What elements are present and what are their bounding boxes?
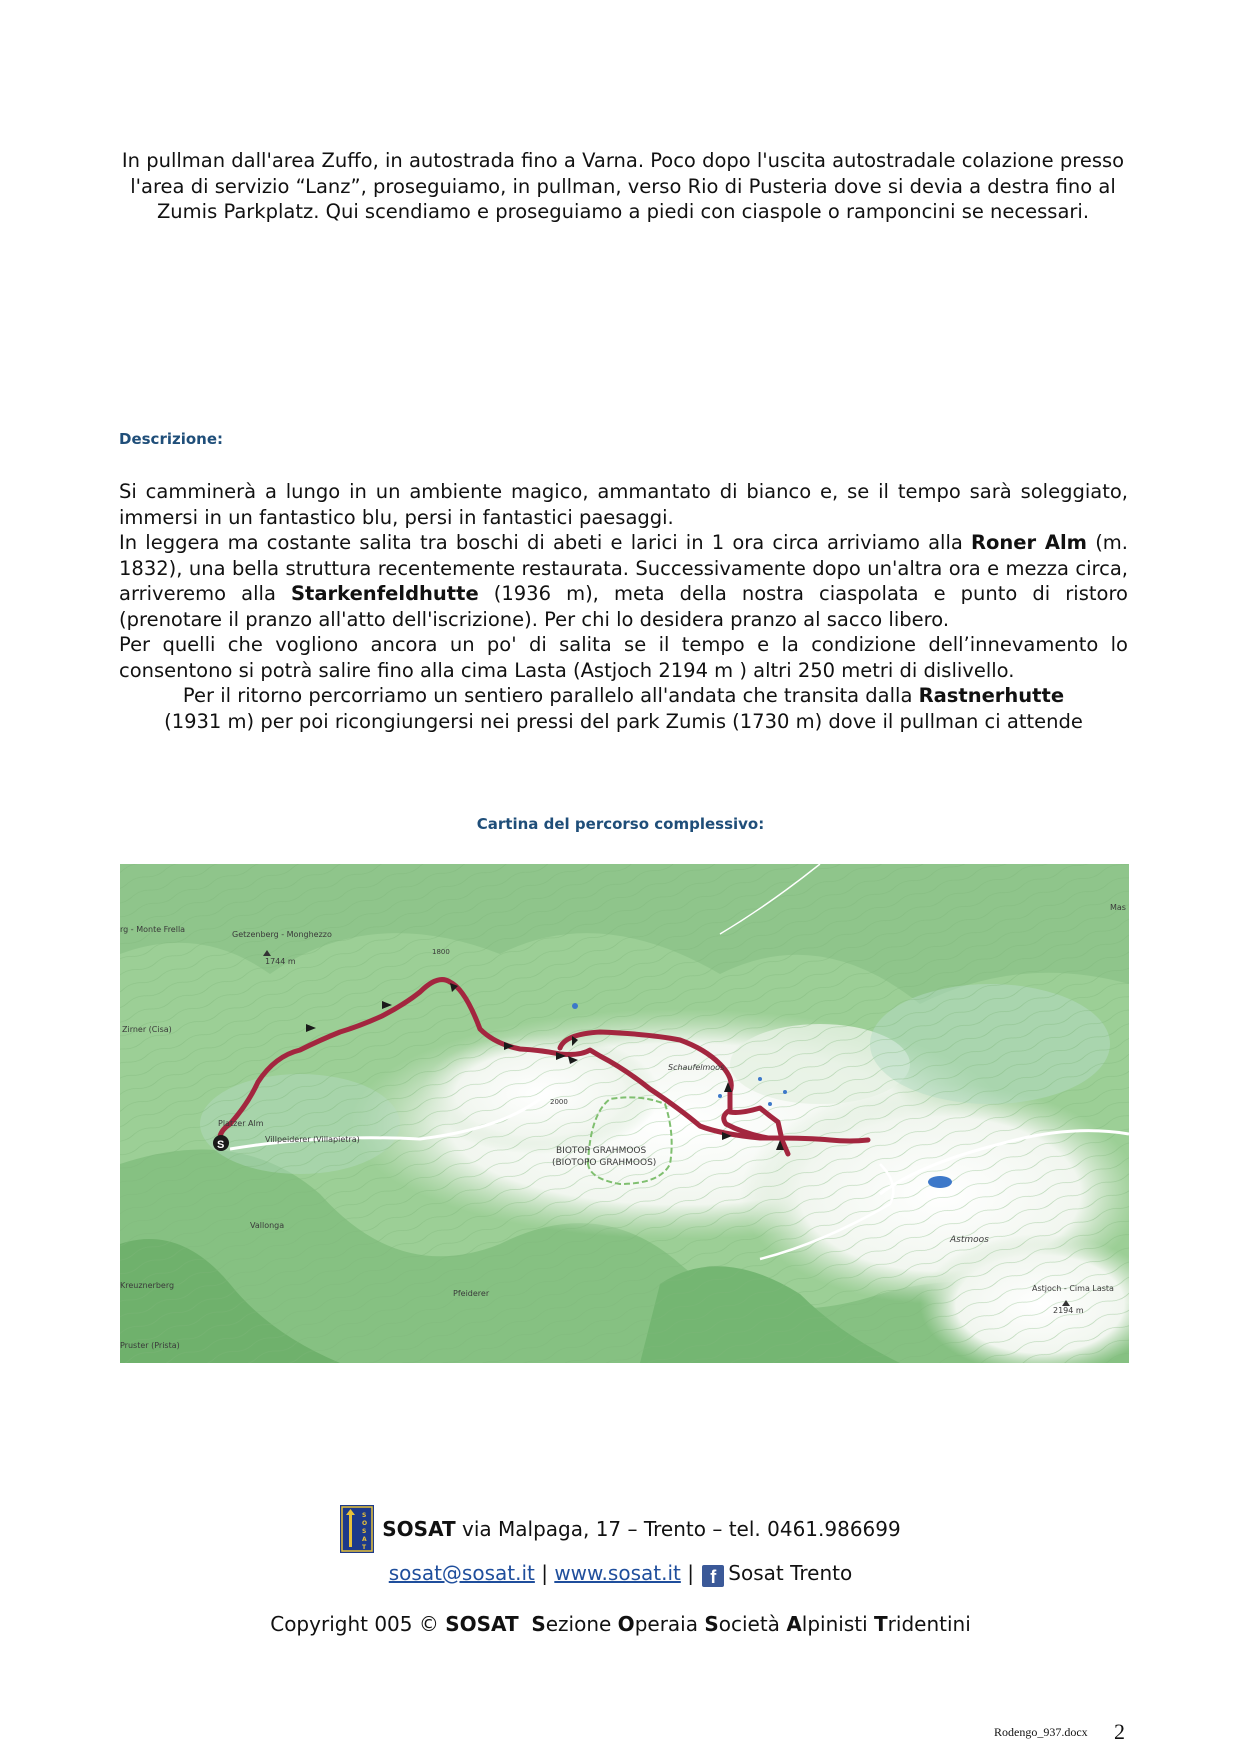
logo-letter-3: S <box>362 1528 367 1535</box>
label-astmoos: Astmoos <box>950 1235 989 1245</box>
website-link[interactable]: www.sosat.it <box>554 1561 681 1585</box>
footer-org: SOSAT <box>382 1517 456 1541</box>
label-kreuznerberg: Kreuznerberg <box>120 1281 175 1290</box>
page-number: 2 <box>1114 1719 1125 1744</box>
label-biotop-1: BIOTOP GRAHMOOS <box>556 1146 647 1156</box>
separator: | <box>680 1561 701 1585</box>
label-getzenberg-alt: 1744 m <box>265 957 296 966</box>
label-vallonga: Vallonga <box>250 1221 285 1230</box>
label-zirner: Zirner (Cisa) <box>122 1025 172 1034</box>
copyright-org: SOSAT <box>445 1612 519 1636</box>
facebook-icon[interactable]: f <box>702 1565 724 1587</box>
label-villpeiderer: Villpeiderer (Villapietra) <box>265 1135 360 1144</box>
label-platzer-alm: Platzer Alm <box>218 1119 264 1128</box>
label-pfeiderer: Pfeiderer <box>453 1289 490 1298</box>
label-getzenberg: Getzenberg - Monghezzo <box>232 930 332 939</box>
separator: | <box>534 1561 555 1585</box>
label-monte-frella: rg - Monte Frella <box>120 925 186 934</box>
description-paragraph-2: In leggera ma costante salita tra boschi di abeti e larici in 1 ora circa arriviamo alla Roner Alm (m. 1832), una bella struttura recentemente restaurata. Successivamente dopo un'altra ora e mezza circa, arriveremo alla Starkenfeldhutte (1936 m), meta della nostra ciaspolata e punto di ristoro (prenotare il pranzo all'atto dell'iscrizione). Per chi lo desidera pranzo al sacco libero. <box>119 531 1128 631</box>
route-map <box>120 864 1129 1363</box>
rastnerhutte-name: Rastnerhutte <box>918 684 1065 707</box>
roner-alm-name: Roner Alm <box>971 531 1088 554</box>
footer-copyright: Copyright 005 © SOSAT Sezione Operaia Società Alpinisti Tridentini <box>270 1612 971 1636</box>
description-body <box>119 479 1128 734</box>
starkenfeldhutte-name: Starkenfeldhutte <box>291 582 479 605</box>
label-biotop-2: (BIOTOPO GRAHMOOS) <box>552 1158 657 1168</box>
logo-letter-1: S <box>362 1512 367 1519</box>
route-map-graphic <box>120 864 1129 1363</box>
label-astjoch-alt: 2194 m <box>1053 1306 1084 1315</box>
description-paragraph-3: Per quelli che vogliono ancora un po' di salita se il tempo e la condizione dell’innevamento lo consentono si potrà salire fino alla cima Lasta (Astjoch 2194 m ) altri 250 metri di dislivello. <box>119 633 1128 682</box>
footer-links <box>0 1561 1241 1587</box>
copyright-prefix: Copyright 005 © <box>270 1612 446 1636</box>
contour-label-1800: 1800 <box>432 948 450 956</box>
start-marker-label: S <box>217 1139 225 1151</box>
logo-letter-5: T <box>362 1544 367 1551</box>
label-astjoch: Astjoch - Cima Lasta <box>1032 1284 1114 1293</box>
logo-letter-4: A <box>362 1536 367 1543</box>
contour-label-2000: 2000 <box>550 1098 568 1106</box>
label-schaufelmoos: Schaufelmoos <box>668 1063 725 1072</box>
label-pruster: Pruster (Prista) <box>120 1341 180 1350</box>
description-paragraph-4: Per il ritorno percorriamo un sentiero parallelo all'andata che transita dalla Rastnerhutte (1931 m) per poi ricongiungersi nei pressi del park Zumis (1730 m) dove il pullman ci attende <box>164 684 1083 733</box>
description-paragraph-1: Si camminerà a lungo in un ambiente magico, ammantato di bianco e, se il tempo sarà soleggiato, immersi in un fantastico blu, persi in fantastici paesaggi. <box>119 480 1128 529</box>
footer-contact <box>0 1505 1241 1553</box>
intro-paragraph: In pullman dall'area Zuffo, in autostrada fino a Varna. Poco dopo l'uscita autostradale colazione presso l'area di servizio “Lanz”, proseguiamo, in pullman, verso Rio di Pusteria dove si devia a destra fino al Zumis Parkplatz. Qui scendiamo e proseguiamo a piedi con ciaspole o ramponcini se necessari. <box>121 149 1125 223</box>
document-filename: Rodengo_937.docx <box>994 1725 1088 1739</box>
map-heading: Cartina del percorso complessivo: <box>476 815 765 833</box>
label-mas: Mas <box>1110 903 1126 912</box>
facebook-label: Sosat Trento <box>728 1561 853 1585</box>
logo-letter-2: O <box>362 1520 368 1527</box>
sosat-logo <box>340 1505 374 1553</box>
description-heading: Descrizione: <box>119 430 224 448</box>
email-link[interactable]: sosat@sosat.it <box>388 1561 535 1585</box>
footer-address: via Malpaga, 17 – Trento – tel. 0461.986699 <box>455 1517 901 1541</box>
